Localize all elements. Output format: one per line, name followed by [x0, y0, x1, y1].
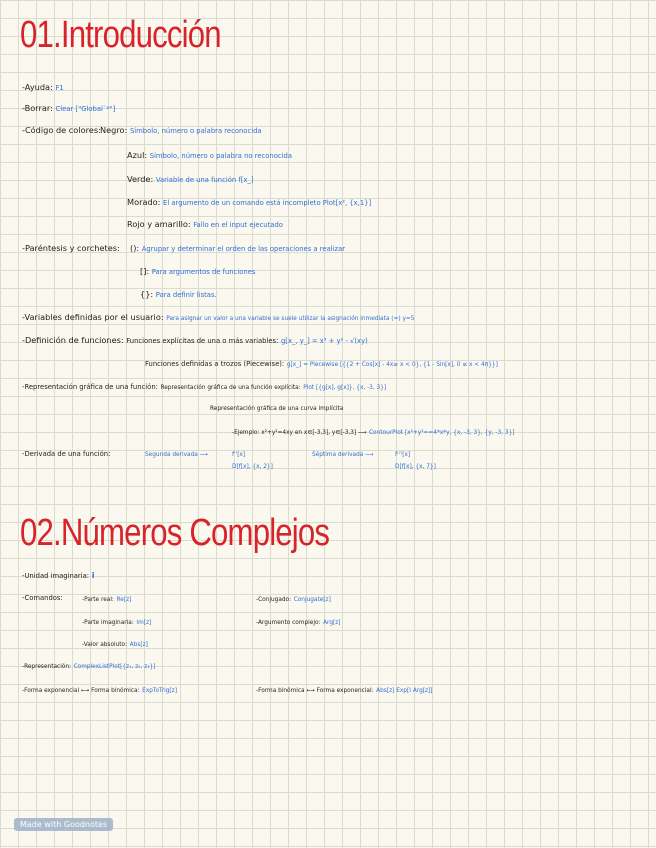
codigo-value: Fallo en el input ejecutado [193, 221, 283, 229]
variables-value: Para asignar un valor a una variable se suele utilizar la asignación inmediata (=) y=5 [166, 316, 415, 322]
codigo-key: Negro: [100, 125, 128, 135]
comandos-key: -Parte real: [82, 597, 114, 603]
codigo-value: Símbolo, número o palabra no reconocida [149, 152, 292, 160]
comandos-value: Re[z] [116, 597, 132, 603]
representacion-ejemplo [232, 426, 515, 438]
goodnotes-watermark: Made with Goodnotes [14, 818, 113, 831]
septima-derivada-key: Séptima derivada ⟶ [312, 452, 374, 458]
septima-derivada-value-1: f⁽⁷⁾[x] [395, 452, 411, 458]
codigo-row-negro [100, 125, 262, 136]
codigo-key: Azul: [127, 150, 148, 160]
representacion-line-1 [22, 381, 386, 393]
representacion-complejos-line [22, 660, 155, 672]
comandos-row-argumento [256, 616, 341, 628]
parentesis-row-round [130, 243, 345, 254]
definicion-value-1: g[x_, y_] = x³ + y² - √(xy) [280, 337, 368, 345]
borrar-value: Clear ["Global`*"] [55, 105, 116, 113]
codigo-value: Variable de una función f[x_] [155, 176, 254, 184]
codigo-key: Verde: [127, 174, 154, 184]
unidad-value: i [91, 570, 95, 580]
comandos-label: -Comandos: [22, 594, 63, 602]
variables-line [22, 312, 414, 324]
definicion-value-2: g[x_] = Piecewise [{{2 + Cos[x] - 4x≥ x < 0}, {1 - Sin[x], 0 ≤ x < 4π}}] [286, 362, 498, 368]
unidad-label: -Unidad imaginaria: [22, 572, 90, 580]
unidad-line [22, 570, 95, 581]
ayuda-value: F1 [55, 84, 64, 92]
forma-bin-exp-value: Abs[z] Exp[I Arg[z]] [376, 688, 433, 694]
codigo-row-morado [127, 197, 371, 208]
comandos-value: Conjugate[z] [293, 597, 331, 603]
parentesis-key: (): [130, 243, 140, 253]
comandos-value: Im[z] [136, 620, 152, 626]
representacion-complejos-value: ComplexListPlot[{z₁, z₂, z₃}] [73, 664, 156, 670]
septima-derivada-value-2: D[f[x], {x, 7}] [395, 464, 436, 470]
comandos-row-abs [82, 638, 148, 650]
parentesis-label: -Paréntesis y corchetes: [22, 243, 120, 253]
ejemplo-key: -Ejemplo: x²+y²=4xy en x∈[-3,3], y∈[-3,3] ⟶ [232, 430, 367, 436]
codigo-key: Morado: [127, 197, 161, 207]
codigo-row-rojo [127, 219, 283, 230]
comandos-row-conjugado [256, 593, 331, 605]
comandos-value: Abs[z] [129, 642, 148, 648]
variables-label: -Variables definidas por el usuario: [22, 312, 164, 322]
representacion-complejos-label: -Representación: [22, 664, 71, 670]
section-title-introduccion: 01.Introducción [20, 14, 221, 56]
parentesis-value: Para argumentos de funciones [151, 268, 256, 276]
parentesis-value: Agrupar y determinar el orden de las operaciones a realizar [141, 245, 346, 253]
definicion-key-1: Funciones explícitas de una o más variables: [126, 337, 279, 345]
borrar-line [22, 103, 115, 114]
forma-exp-bin-line [22, 684, 177, 696]
comandos-row-re [82, 593, 131, 605]
derivada-label: -Derivada de una función: [22, 450, 111, 458]
codigo-value: Símbolo, número o palabra reconocida [129, 127, 262, 135]
comandos-value: Arg[z] [323, 620, 341, 626]
ayuda-label: -Ayuda: [22, 82, 53, 92]
representacion-key-1: Representación gráfica de una función explícita: [160, 385, 301, 391]
definicion-key-2: Funciones definidas a trozos (Piecewise): [145, 360, 285, 368]
parentesis-row-curly [140, 289, 217, 300]
definicion-line-2 [145, 358, 498, 370]
forma-bin-exp-line [256, 684, 433, 696]
codigo-label: -Código de colores: [22, 125, 101, 135]
codigo-key: Rojo y amarillo: [127, 219, 191, 229]
comandos-row-im [82, 616, 151, 628]
segunda-derivada-value-2: D[f[x], {x, 2}] [232, 464, 273, 470]
segunda-derivada-key: Segunda derivada ⟶ [145, 452, 208, 458]
codigo-value: El argumento de un comando está incompleto Plot[x², {x,1}] [163, 199, 372, 207]
ayuda-line [22, 82, 64, 93]
representacion-label: -Representación gráfica de una función: [22, 383, 158, 391]
representacion-key-2: Representación gráfica de una curva implícita [210, 406, 344, 412]
forma-exp-bin-label: -Forma exponencial ⟷ Forma binómica: [22, 688, 140, 694]
comandos-key: -Parte imaginaria: [82, 620, 134, 626]
forma-exp-bin-value: ExpToTrig[z] [142, 688, 177, 694]
parentesis-value: Para definir listas. [155, 291, 217, 299]
parentesis-key: []: [140, 266, 150, 276]
comandos-key: -Conjugado: [256, 597, 292, 603]
comandos-key: -Argumento complejo: [256, 620, 321, 626]
segunda-derivada-value-1: f''[x] [232, 452, 246, 458]
parentesis-row-square [140, 266, 255, 277]
forma-bin-exp-label: -Forma binómica ⟷ Forma exponencial: [256, 688, 374, 694]
codigo-row-verde [127, 174, 253, 185]
codigo-row-azul [127, 150, 292, 161]
borrar-label: -Borrar: [22, 103, 53, 113]
definicion-label: -Definición de funciones: [22, 335, 124, 345]
representacion-value-1: Plot [{g[x], g[x]}, {x, -3, 3}] [303, 385, 387, 391]
section-title-numeros-complejos: 02.Números Complejos [20, 512, 330, 554]
definicion-line-1 [22, 335, 368, 346]
parentesis-key: {}: [140, 289, 154, 299]
comandos-key: -Valor absoluto: [82, 642, 128, 648]
ejemplo-value: ContourPlot [x²+y²==4*x*y, {x, -3, 3}, {y, -3, 3}] [369, 430, 515, 436]
